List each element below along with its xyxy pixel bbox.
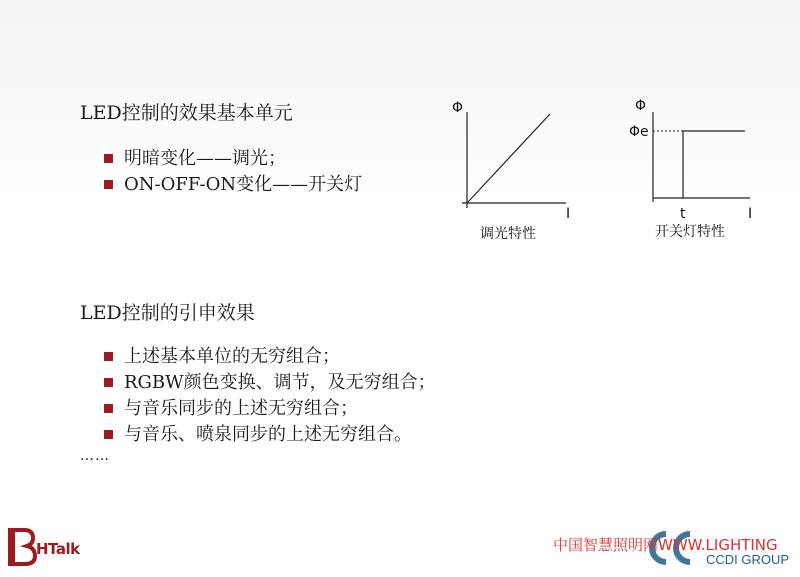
watermark-text: 中国智慧照明网WWW.LIGHTING	[553, 536, 778, 554]
list-item-text: 明暗变化——调光；	[124, 148, 286, 169]
bullet-square-icon	[104, 378, 113, 387]
list-item	[104, 396, 436, 422]
bullet-square-icon	[104, 404, 113, 413]
bullet-square-icon	[104, 180, 113, 189]
y-axis-label: Φ	[635, 98, 647, 114]
level-label: Φe	[629, 124, 649, 140]
x-axis-label: I	[566, 206, 571, 222]
basic-effects-list	[104, 146, 362, 198]
list-item	[104, 344, 436, 370]
ellipsis: ……	[80, 448, 110, 464]
ccdi-group-text: CCDI GROUP	[706, 552, 790, 567]
bullet-square-icon	[104, 352, 113, 361]
dimming-characteristic-graph	[440, 90, 590, 250]
graph-caption: 调光特性	[480, 226, 536, 242]
section-title-basic: LED控制的效果基本单元	[80, 102, 293, 124]
bullet-square-icon	[104, 154, 113, 163]
t-tick-label: t	[680, 206, 686, 222]
y-axis-label: Φ	[452, 100, 464, 116]
list-item-text: 上述基本单位的无穷组合；	[124, 346, 340, 367]
dimming-curve	[467, 114, 550, 203]
list-item-text: 与音乐、喷泉同步的上述无穷组合。	[124, 424, 412, 445]
bhtalk-logo-icon	[8, 527, 38, 567]
switch-characteristic-graph	[625, 90, 775, 250]
list-item-text: 与音乐同步的上述无穷组合；	[124, 398, 358, 419]
list-item-text: ON-OFF-ON变化——开关灯	[124, 174, 363, 195]
bullet-square-icon	[104, 430, 113, 439]
list-item-text: RGBW颜色变换、调节，及无穷组合；	[124, 372, 436, 393]
section-title-extended: LED控制的引申效果	[80, 302, 255, 324]
list-item	[104, 422, 436, 448]
list-item	[104, 146, 362, 172]
list-item	[104, 172, 362, 198]
logo-text: HTalk	[36, 540, 80, 558]
x-axis-label: I	[748, 206, 753, 222]
extended-effects-list	[104, 344, 436, 448]
graph-caption: 开关灯特性	[655, 224, 725, 240]
list-item	[104, 370, 436, 396]
